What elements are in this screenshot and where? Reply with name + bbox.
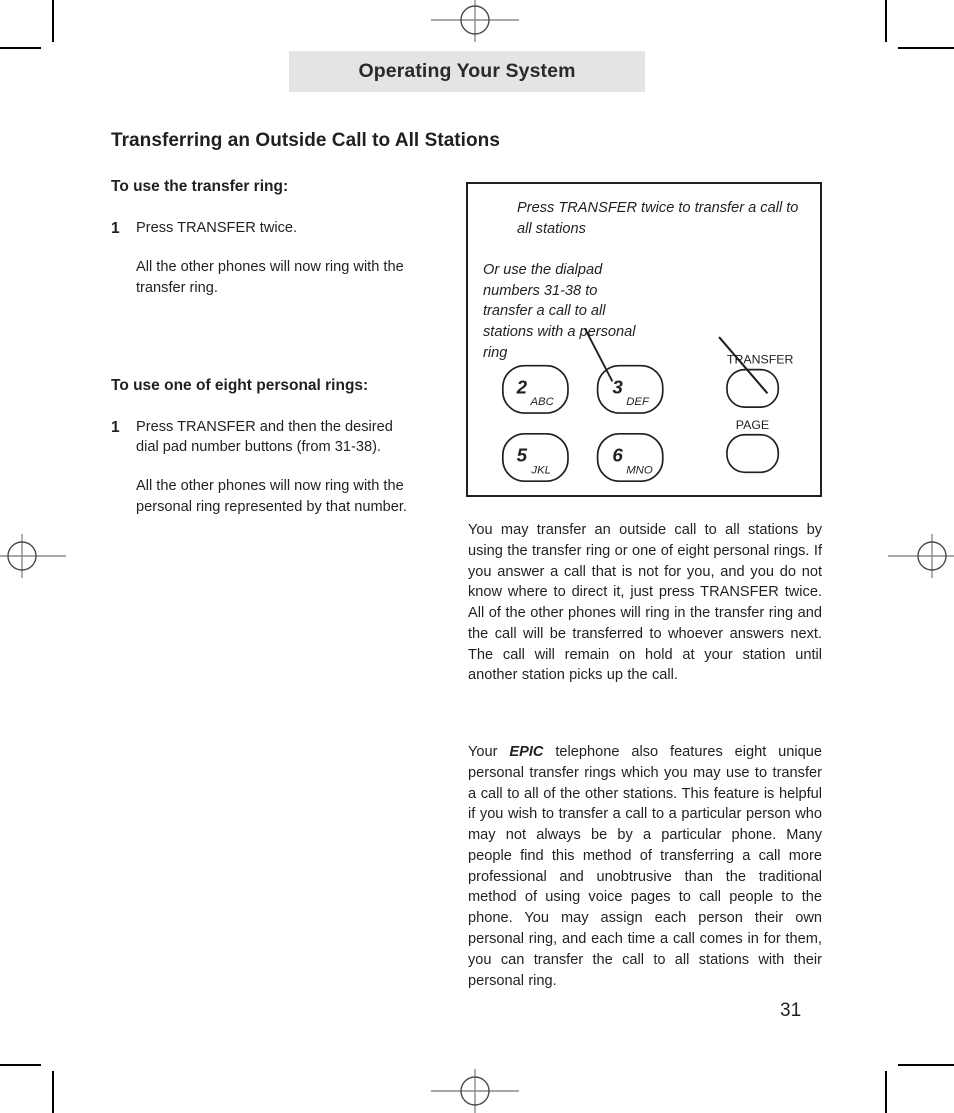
figure-caption-dialpad: Or use the dialpad numbers 31-38 to transfer a call to all stations with a personal ring (483, 262, 636, 361)
transfer-button-label: TRANSFER (726, 352, 794, 367)
step-number: 1 (111, 220, 120, 237)
page-number: 31 (780, 1000, 802, 1021)
right-column (466, 182, 824, 989)
body-paragraph-2 (468, 742, 822, 991)
dialpad-key-3-letters: DEF (626, 396, 649, 409)
page-button-shape (727, 435, 778, 473)
brand-name-epic: EPIC (509, 744, 544, 760)
dialpad-key-5-letters: JKL (531, 464, 552, 477)
step-text: Press TRANSFER twice. (136, 220, 298, 236)
dialpad-key-2-digit: 2 (516, 376, 528, 398)
step-detail: All the other phones will now ring with the personal ring represented by that number. (136, 478, 407, 516)
figure-caption-transfer: Press TRANSFER twice to transfer a call to all stations (517, 200, 799, 237)
body-paragraph-1: You may transfer an outside call to all stations by using the transfer ring or one of eight personal rings. If you answer a call that is not for you, and you do not know where to direct it, just press TRANSFER twice. All of the other phones will ring in the transfer ring and the call will be transferred to whoever answers next. The call will remain on hold at your station until another station picks up the call. (468, 522, 822, 684)
keypad-drawing (468, 184, 820, 495)
step-detail: All the other phones will now ring with the transfer ring. (136, 258, 404, 296)
step-number: 1 (111, 418, 120, 436)
section-heading-personal-rings: To use one of eight personal rings: (111, 376, 369, 394)
dialpad-key-6-digit: 6 (612, 444, 623, 466)
running-header-band (289, 51, 645, 92)
section-heading-transfer-ring: To use the transfer ring: (111, 178, 289, 195)
keypad-illustration (466, 182, 822, 497)
paragraph-2-rest: telephone also features eight unique personal transfer rings which you may use to transfer a call to all of the other stations. This feature is helpful if you wish to transfer a call to a particular person who may not always be by a particular phone. Many people find this method of transferring a call more professional and unobtrusive than the traditional method of using voice pages to call people to the phone. You may assign each person their own personal ring, and each time a call comes in for them, you can transfer the call to all stations with their personal ring. (468, 744, 822, 989)
dialpad-key-3-digit: 3 (612, 376, 623, 398)
step-item (111, 417, 411, 459)
dialpad-key-5-digit: 5 (516, 444, 528, 466)
dialpad-key-6-letters: MNO (626, 464, 653, 477)
left-column (111, 176, 411, 518)
column-spacer (111, 299, 411, 375)
page-button-label: PAGE (735, 417, 770, 432)
step-item (111, 218, 411, 239)
leader-line-dialpad (585, 328, 613, 381)
paragraph-2-lead: Your (468, 744, 510, 760)
dialpad-key-2-letters: ABC (530, 396, 554, 409)
step-text: Press TRANSFER and then the desired dial pad number buttons (from 31-38). (136, 418, 393, 456)
page-title: Transferring an Outside Call to All Stations (111, 129, 500, 151)
running-header-title: Operating Your System (358, 60, 576, 82)
